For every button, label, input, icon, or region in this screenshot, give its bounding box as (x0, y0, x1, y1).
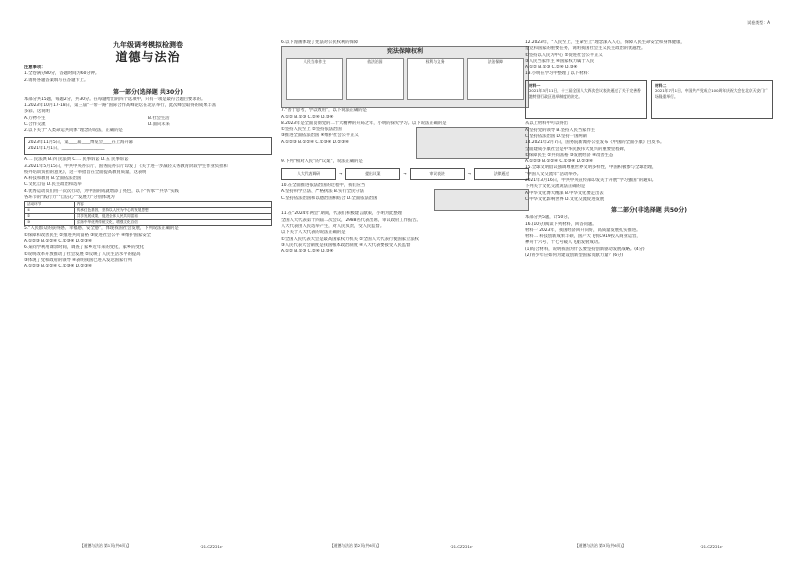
page-2-footer: 【道德与法治 第2页(共6页)】 (330, 543, 381, 548)
material-line: 神舟十六号、十七号载人飞船发射成功。 (525, 240, 603, 246)
material-text: 2021年7月1日，中国共产党成立100周年庆祝大会在北京天安门广场隆重举行。 (655, 88, 768, 99)
material-title: 材料一 (529, 82, 541, 88)
option: ③人民代表大会制度是我国根本政治制度 ④人大代表要接受人民监督 (281, 242, 411, 248)
notice-line: 2.请将各题答案填写在答题卡上。 (24, 77, 89, 83)
exam-subtitle: 九年级调考模拟检测卷 (113, 41, 183, 49)
part1-note: 本部分共15题，每题2分，共30分。在每题给出的四个选项中，只有一项是最符合题目要求的。 (24, 96, 206, 102)
table-cell: 活动环节 (25, 202, 75, 208)
material-title: 材料二 (655, 82, 667, 88)
question-line: 6.以下漫画体现了宪法对公民权利的保障 (281, 40, 359, 45)
option-row: A.①②③ B.①②④ C.①③④ D.②③④ (24, 238, 92, 244)
option: ③推进全面依法治国 ④维护社会公平正义 (281, 133, 359, 139)
question-line: 9.下列“相对人民”的“议案”，说法正确的是 (281, 159, 363, 165)
question-line: ①保障和改善民生 ②推进共同富裕 ③促进社会公平 ④维护国家安全 (24, 232, 151, 238)
table-cell: 共享发展成果，促进全体人民共同富裕 (74, 214, 271, 220)
question-line: 4.优秀运动员们用一次次行动，为中国的成就增添了亮色，以下“传承”“共享”实践 (24, 188, 179, 194)
page-3-code: ·21-CZ221c· (700, 544, 724, 549)
option-row: A.①② B.①③ C.②④ D.③④ (281, 249, 334, 255)
option-row: A.科技和教育 B.全面依法治国 (24, 176, 82, 182)
question-line: 2021年3月16日，中共中央宣传部印发关于开展“学习强国”的通知。 (525, 178, 657, 184)
question-line: 12.2023年，“人民至上、生命至上”理念深入人心，保障人民生命安全和身体健康， (525, 40, 685, 45)
comic-panel: 法治保障 (467, 58, 524, 100)
flow-step: 审议表决 (410, 168, 465, 180)
flow-step: 提出议案 (345, 168, 400, 180)
question-line: 6.某同学利用课余时间，调查了家乡近年来的变化，家乡的变化 (24, 245, 145, 251)
part2-heading: 第二部分(非选择题 共50分) (611, 207, 687, 215)
comic-panel: 权利与义务 (407, 58, 464, 100)
sub-question: (2)青少年应如何为建设创新型国家贡献力量？(6分) (525, 253, 624, 259)
question-line: 多彩。这说明 (24, 109, 50, 115)
option: ③人民当家作主 ④国家权力属于人民 (525, 58, 595, 64)
option-row: A.二 民法典 B.四 民法典 C.二 民事诉讼 D.五 民事诉讼 (24, 157, 129, 163)
option-row: A.①② B.①③ C.②④ D.③④ (281, 114, 334, 120)
option: A.坚持科学立法、严格执法 B.实行全民守法 (281, 189, 364, 195)
material-line: 材料一 2023年，我国经济回升向好，高质量发展扎实推进。 (525, 227, 641, 233)
question-line: “中国人文交流年”活动举办。 (525, 171, 582, 177)
table-cell: 弘扬中华优秀传统文化，增强文化自信 (74, 220, 271, 226)
option: D.面向未来 (148, 122, 170, 128)
question-line: 从以上材料中可以得出 (525, 121, 568, 127)
arrow-right-icon: → (403, 171, 407, 177)
sub-question: (1)结合材料，说明我国为什么要坚持创新驱动发展战略。(4分) (525, 246, 645, 252)
table-cell: 传承红色基因，坚持以人民为中心的发展思想 (74, 208, 271, 214)
material-line: 全国人大代表第十四届二次会议，2988名代表出席，审议政府工作报告。 (281, 217, 421, 223)
question-line: 1.2023年10月17-18日，第三届“一带一路”国际合作高峰论坛在北京举行，此次峰会取得的成果丰富 (24, 103, 217, 109)
question-line: 11.在“2024年两会”期间，代表们积极建言献策，小明为此整理 (281, 211, 403, 217)
option-row: A.①② B.①③ C.②④ D.③④ (525, 65, 578, 71)
question-line: 10.在全面推进依法治国的过程中，我们应当 (281, 183, 366, 189)
option: ①保障民生 ②共同富裕 ③发展经济 ④改善生态 (525, 152, 614, 158)
table-cell: ② (25, 214, 75, 220)
page-3-footer: 【道德与法治 第3页(共6页)】 (575, 543, 626, 548)
table-cell: ③ (25, 220, 75, 226)
question-line: ①说明改革开放推动了社会发展 ②反映了人民生活水平的提高 (24, 251, 141, 257)
notice-heading: 注意事项： (24, 65, 46, 70)
question-line: 2.以下关于“人类命运共同体”理念的说法，正确的是 (24, 128, 123, 134)
question-line: 全面建成小康社会是中华民族伟大复兴的重要里程碑， (525, 146, 629, 152)
material-line: 2023年11月5日，第____届____博览会____在上海开幕 (28, 139, 134, 145)
material-line: 人大代表由人民选举产生，对人民负责，受人民监督。 (281, 223, 385, 229)
page-3-column (525, 40, 773, 545)
option: C.坚持依法治国 D.坚持一国两制 (525, 133, 587, 139)
material-line: 2021年1月1日，____________________ (28, 145, 105, 151)
page-2-code: ·21-CZ221c· (450, 544, 474, 549)
table-cell: 内容 (74, 202, 271, 208)
material-line: 材料二 科技创新成果丰硕，国产大飞机C919投入商业运营， (525, 234, 641, 240)
page-1-column (24, 40, 272, 545)
option: C.中华文化影响世界 D.文化交流促进发展 (525, 196, 605, 202)
exam-title: 道德与法治 (115, 50, 181, 64)
question-line: 7.“善于思考，学以致用”，以下说法正确的是 (281, 108, 367, 114)
option: B.社会生活 (148, 115, 170, 121)
comic-panel: 人民当家作主 (286, 58, 343, 100)
option: ①坚持以人民为中心 ②促进社会公平正义 (525, 52, 603, 58)
page-1-footer: 【道德与法治 第1页(共6页)】 (80, 543, 131, 548)
option: A.坚持党的领导 B.坚持人民当家作主 (525, 127, 596, 133)
question-line: 各环节的“践行力”“自信心”“发展力”分别体现为 (24, 195, 115, 201)
comic-illustration (281, 46, 529, 108)
question-line: 13.小明在学习中整理了以下材料： (525, 71, 592, 77)
page-2-column (281, 40, 529, 545)
material-box (24, 137, 272, 156)
option: C.合作交流 (24, 122, 46, 128)
question-line: 14.2021年2月7日，国务院新闻办公室发布《中国的全面小康》白皮书。 (525, 140, 665, 146)
part2-note: 本部分共5题，计50分。 (525, 215, 572, 221)
question-line: 是党和国家的重要任务，说明我国社会主义民主政治的优越性。 (525, 46, 646, 52)
question-line: 15.全球文明倡议强调尊重世界文明多样性，中国积极参与全球治理， (525, 165, 657, 171)
flow-step: 法律通过 (474, 168, 529, 180)
option-row: A.①②③ B.①②④ C.①③④ D.②③④ (525, 159, 593, 165)
comic-panel: 依法治国 (346, 58, 403, 100)
option: A.万物不生 (24, 115, 46, 121)
material-text: 2021年3月11日，十三届全国人大四次会议表决通过了关于完善香港特别行政区选举制度的决定。 (529, 88, 641, 99)
question-line: 5.“人民群众的获得感、幸福感、安全感”，体现我国社会发展，下列说法正确的是 (24, 226, 179, 232)
option-row: A.①②③ B.①②④ C.①③④ D.②③④ (24, 264, 92, 270)
option: ①全国人民代表大会是最高国家权力机关 ②全国人大代表行使国家立法权 (281, 236, 419, 242)
comic-title: 宪法保障权利 (386, 48, 423, 56)
question-line: 校外培训负担的意见》，这一举措旨在全面提高教育质量，这表明 (24, 169, 147, 175)
question-line: 3.2021年5月15日，中共中央办公厅、国务院办公厅印发了《关于进一步减轻义务教育阶段学生作业负担和 (24, 163, 228, 169)
option: C.坚持依法治国和以德治国相结合 D.全面依法治国 (281, 195, 378, 201)
arrow-right-icon: → (467, 171, 471, 177)
option-row: A.①②③ B.①②④ C.①③④ D.②③④ (281, 139, 349, 145)
exam-type-tag: 试卷类型：A (747, 20, 770, 25)
option: ①坚持人民至上 ②坚持依法治国 (281, 127, 342, 133)
question-line: 下列关于文化交流说法正确的是 (525, 184, 586, 190)
notice-line: 1.全卷满分80分，答题时间为60分钟。 (24, 71, 100, 77)
page-1-code: ·21-CZ221c· (200, 544, 224, 549)
flow-step: 人大代表调研 (281, 168, 336, 180)
question-line: ③体现了党和政府的领导 ④表明我国已进入发达国家行列 (24, 257, 132, 263)
material-box-1 (525, 80, 647, 120)
option-row: C.文化自信 D.民主政治和选举 (24, 182, 82, 188)
process-flow (281, 168, 529, 180)
material-box-2 (651, 80, 773, 120)
question-line: 8.2023年是全面贯彻党的二十大精神的开局之年，小明的探究学习。以下说法正确的是 (281, 120, 447, 126)
arrow-right-icon: → (339, 171, 343, 177)
question-line: 16.(10分)阅读下列材料，回答问题。 (525, 221, 597, 227)
option: A.中华文化博大精深 B.中华文化要走出去 (525, 190, 604, 196)
table-cell: ① (25, 208, 75, 214)
part1-heading: 第一部分(选择题 共30分) (113, 88, 183, 96)
classroom-illustration (416, 127, 529, 159)
question-line: 以下关于人大代表的说法正确的是 (281, 230, 346, 236)
court-illustration (434, 189, 529, 211)
activity-table (24, 201, 272, 226)
